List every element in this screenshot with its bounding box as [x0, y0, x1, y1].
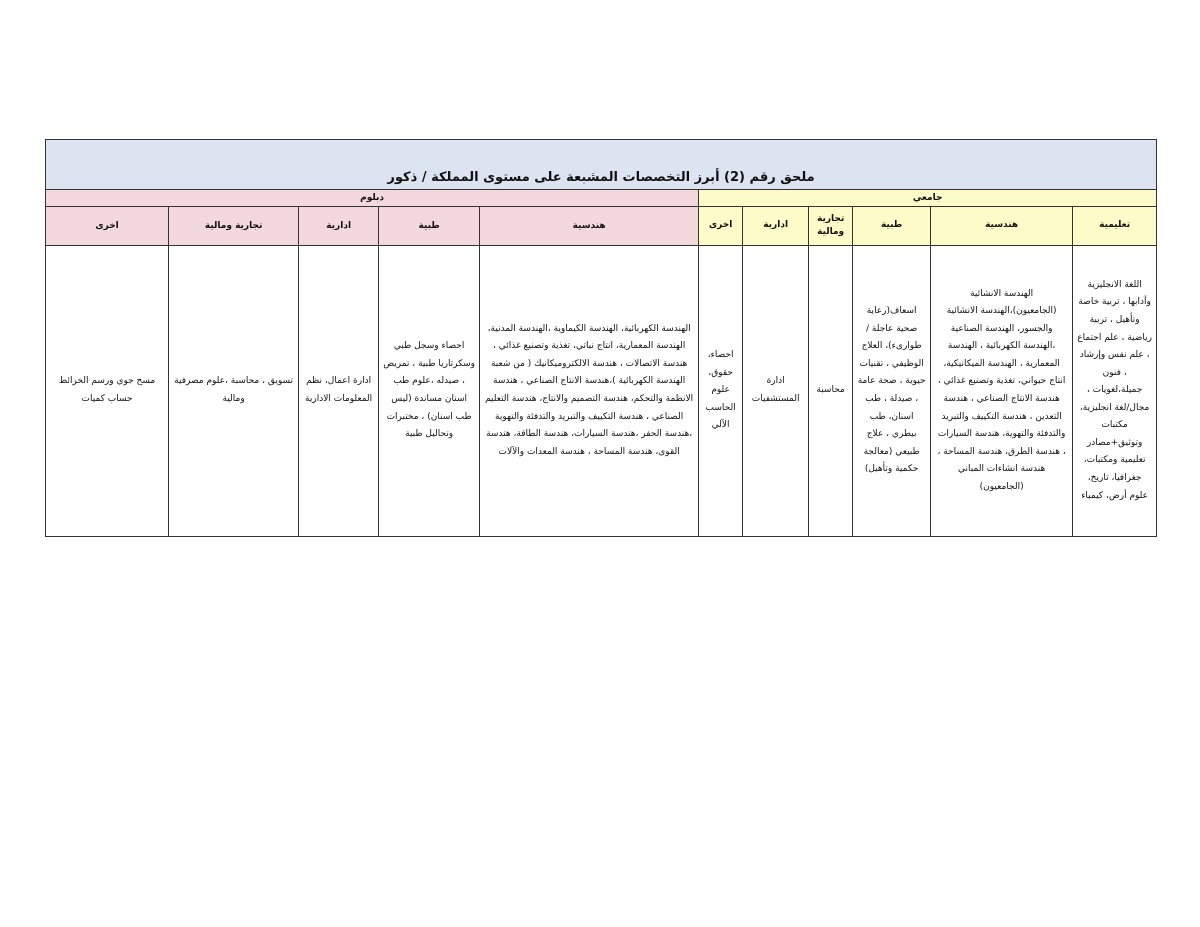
table-title-cell [46, 140, 1157, 190]
specializations-table-sheet [45, 139, 1156, 537]
cell-diploma-commerce: تسويق ، محاسبة ،علوم مصرفية ومالية [169, 246, 299, 537]
column-header-diploma-commerce: تجارية ومالية [169, 207, 299, 246]
cell-university-admin: ادارة المستشفيات [743, 246, 809, 537]
column-header-university-medical: طبية [853, 207, 931, 246]
column-header-diploma-medical: طبية [379, 207, 480, 246]
column-header-diploma-other: اخرى [46, 207, 169, 246]
column-header-university-other: اخرى [699, 207, 743, 246]
cell-university-other: احصاء، حقوق، علوم الحاسب الآلي [699, 246, 743, 537]
cell-university-commerce: محاسبة [809, 246, 853, 537]
column-header-university-admin: ادارية [743, 207, 809, 246]
cell-diploma-admin: ادارة اعمال، نظم المعلومات الادارية [299, 246, 379, 537]
column-header-university-education: تعليمية [1073, 207, 1157, 246]
page-title: ملحق رقم (2) أبرز التخصصات المشبعة على مستوى المملكة / ذكور [387, 170, 815, 185]
group-header-university: جامعي [699, 190, 1157, 207]
cell-university-engineering: الهندسة الانشائية (الجامعيون)،الهندسة الانشائية والجسور، الهندسة الصناعية ،الهندسة الكهربائية ، الهندسة المعمارية ، الهندسة الميكانيكية، انتاج حيواني، تغذية وتصنيع غذائي ، هندسة الانتاج الصناعي ، هندسة التعدين ، هندسة التكييف والتبريد والتدفئة والتهوية، هندسة السيارات ، هندسة الطرق، هندسة المساحة ، هندسة انشاءات المباني (الجامعيون) [931, 246, 1073, 537]
specializations-table [45, 139, 1157, 537]
cell-diploma-other: مسح جوي ورسم الخرائط حساب كميات [46, 246, 169, 537]
column-header-diploma-engineering: هندسية [480, 207, 699, 246]
group-header-diploma: دبلوم [46, 190, 699, 207]
column-header-diploma-admin: ادارية [299, 207, 379, 246]
cell-diploma-medical: احصاء وسجل طبي وسكرتاريا طبية ، تمريض ، صيدله ،علوم طب اسنان مساندة (ليس طب اسنان) ، مختبرات وتحاليل طبية [379, 246, 480, 537]
cell-university-education: اللغة الانجليزية وآدابها ، تربية خاصة وتأهيل ، تربية رياضية ، علم اجتماع ، علم نفس وإرشاد ، فنون جميلة،لغويات ، مجال/لغة انجليزية، مكتبات وتوثيق+مصادر تعليمية ومكتبات، جغرافيا، تاريخ، علوم أرض، كيمياء [1073, 246, 1157, 537]
column-header-university-commerce: تجارية ومالية [809, 207, 853, 246]
cell-diploma-engineering: الهندسة الكهربائية، الهندسة الكيماوية ،الهندسة المدنية، الهندسة المعمارية، انتاج نباتي، تغذية وتصنيع غذائي ، هندسة الاتصالات ، هندسة الالكتروميكانيك ( من شعبة الهندسة الكهربائية )،هندسة الانتاج الصناعي ، هندسة الانظمة والتحكم، هندسة التصميم والانتاج، هندسة التعليم الصناعي ، هندسة التكييف والتبريد والتدفئة والتهوية ،هندسة الحفر ،هندسة السيارات، هندسة الطاقة، هندسة القوى، هندسة المساحة ، هندسة المعدات والآلات [480, 246, 699, 537]
cell-university-medical: اسعاف(رعاية صحية عاجلة / طوارىء)، العلاج الوظيفي ، تقنيات حيوية ، صحة عامة ، صيدلة ، طب اسنان، طب بيطري ، علاج طبيعي (معالجة حكمية وتأهيل) [853, 246, 931, 537]
column-header-university-engineering: هندسية [931, 207, 1073, 246]
